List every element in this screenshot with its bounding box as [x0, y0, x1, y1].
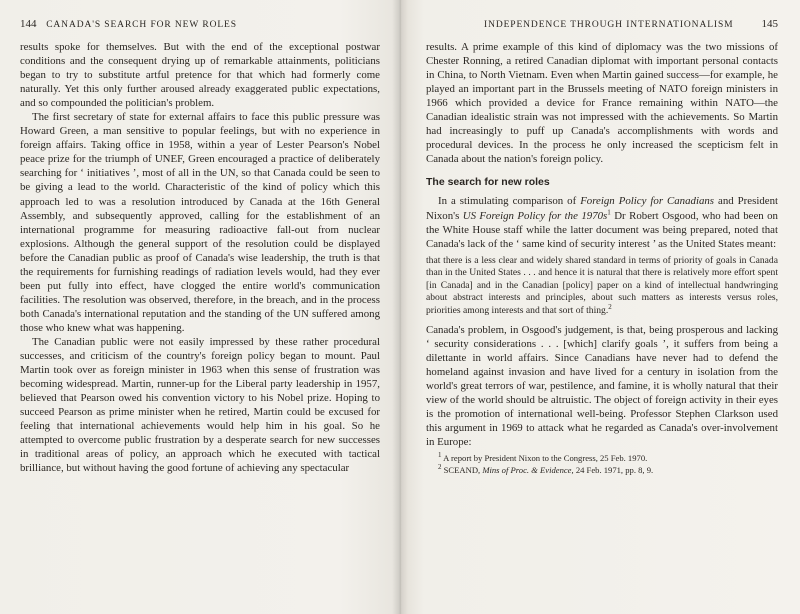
right-running-head: INDEPENDENCE THROUGH INTERNATIONALISM — [484, 20, 734, 30]
left-paragraph-3: The Canadian public were not easily impressed by these rather procedural successes, and criticism of the country's foreign policy began to mount. Paul Martin took over as foreign minister in 1963 when this sense of frustration was becoming widespread. Martin, runner-up for the Liberal party leadership in 1957, believed that Pearson owed his convention victory to his Nobel prize. Hoping to succeed Pearson as prime minister when he retired, Martin could be excused for feeling that international achievements would help him in his goal. So he attempted to overcome public frustration by a desperate search for new successes in traditional areas of policy, an approach which he executed with tactical brilliance, but without having the good fortune of achieving any spectacular — [20, 335, 380, 475]
left-running-head: CANADA'S SEARCH FOR NEW ROLES — [46, 20, 237, 30]
right-paragraph-1: results. A prime example of this kind of diplomacy was the two missions of Chester Ronning, a retired Canadian diplomat with important personal contacts in China, to North Vietnam. Even when Martin gained success—for example, he played an important part in the Brussels meeting of NATO foreign ministers in 1966 which provided a device for France remaining within NATO—the Canadian idealistic strain was not impressed with the achievements. So Martin had increasingly to puff up Canada's accomplishments with words and procedural devices. In the process he only increased the scepticism felt in Canada about the nation's foreign policy. — [426, 41, 778, 166]
book-title-us-foreign-policy: US Foreign Policy for the 1970s — [462, 209, 608, 222]
left-paragraph-2: The first secretary of state for external affairs to face this public pressure was Howard Green, a man sensitive to popular feelings, but with no experience in foreign affairs. Taking office in 1958, within a year of Lester Pearson's Nobel peace prize for the triumph of UNEF, Green encouraged a practice of deliberately searching for ‘ initiatives ’, most of all in the UN, so that Canada could be seen to be giving a lead to the world. Characteristic of the kind of policy which this approach led to was a resolution introduced by Canada at the 16th General Assembly, and subsequently approved, calling for the establishment of an international programme for measuring radioactive fall-out from nuclear explosions. Although the general support of the resolution could be displayed before the Canadian public as proof of Canada's wise leadership, the truth is that the requirements for furnishing readings of radiation levels would, had they ever been put fully into effect, have clogged the entire world's communication facilities. The resolution was observed, therefore, in the breach, and in the process both Canada's international reputation and the standing of the UN suffered among those who knew what was happening. — [20, 111, 380, 334]
left-page-header — [20, 18, 380, 32]
footnote-2: $^2$ SCEAND, Mins of Proc. & Evidence, 24 Feb. 1971, pp. 8, 9. — [438, 462, 654, 475]
book-title-foreign-policy: Foreign Policy for Canadians — [580, 195, 715, 208]
left-paragraph-1: results spoke for themselves. But with the end of the exceptional postwar conditions and the consequent drying up of remarkable attainments, politicians began to try to substitute artful pretence for that which had formerly come naturally. Yet this only further aroused already exaggerated public expectations, and so compounded the politician's problem. — [20, 41, 380, 110]
left-body-text — [20, 40, 380, 475]
footnote-1: $^1$ A report by President Nixon to the Congress, 25 Feb. 1970. — [438, 451, 648, 464]
block-quote: that there is a less clear and widely shared standard in terms of priority of goals in Canada than in the United States . . . and hence it is natural that there is relatively more effort spent [in Canada] and in the Canadian [policy] paper on a kind of intellectual handwringing about abstract interests and principles, about such matters as interests versus roles, priorities among interests and that sort of thing.$^2$ — [426, 254, 778, 317]
left-page-number: 144 — [20, 18, 37, 30]
section-subheading: The search for new roles — [426, 176, 550, 189]
right-paragraph-3: Canada's problem, in Osgood's judgement, is that, being prosperous and lacking ‘ security considerations . . . [which] clarify goals ’, it suffers from being a dilettante in world affairs. Since Canadians have never had to defend the homeland against invasion and have lived for a century in isolation from the world's great terrors of war, pestilence, and famine, it is wholly natural that their view of the world should be altruistic. The object of foreign activity in their eyes is the promotion of international well-being. Professor Stephen Clarkson used this argument in 1969 to attack what he regarded as Canada's over-involvement in Europe: — [426, 323, 778, 448]
footnote-ref-1: 1 — [607, 207, 611, 216]
footnote-ref-2: 2 — [608, 302, 612, 311]
right-page-header — [426, 18, 778, 32]
right-page-number: 145 — [761, 18, 778, 30]
right-page — [400, 0, 800, 614]
footnotes — [426, 453, 778, 477]
right-paragraph-2: In a stimulating comparison of Foreign Policy for Canadians and President Nixon's US Foreign Policy for the $1970s^1$ Dr Robert Osgood, who had been on the White House staff while the latter document was being prepared, noted that Canada's lack of the ‘ same kind of security interest ’ as the United States meant: — [426, 195, 779, 250]
right-body-text — [426, 40, 778, 477]
